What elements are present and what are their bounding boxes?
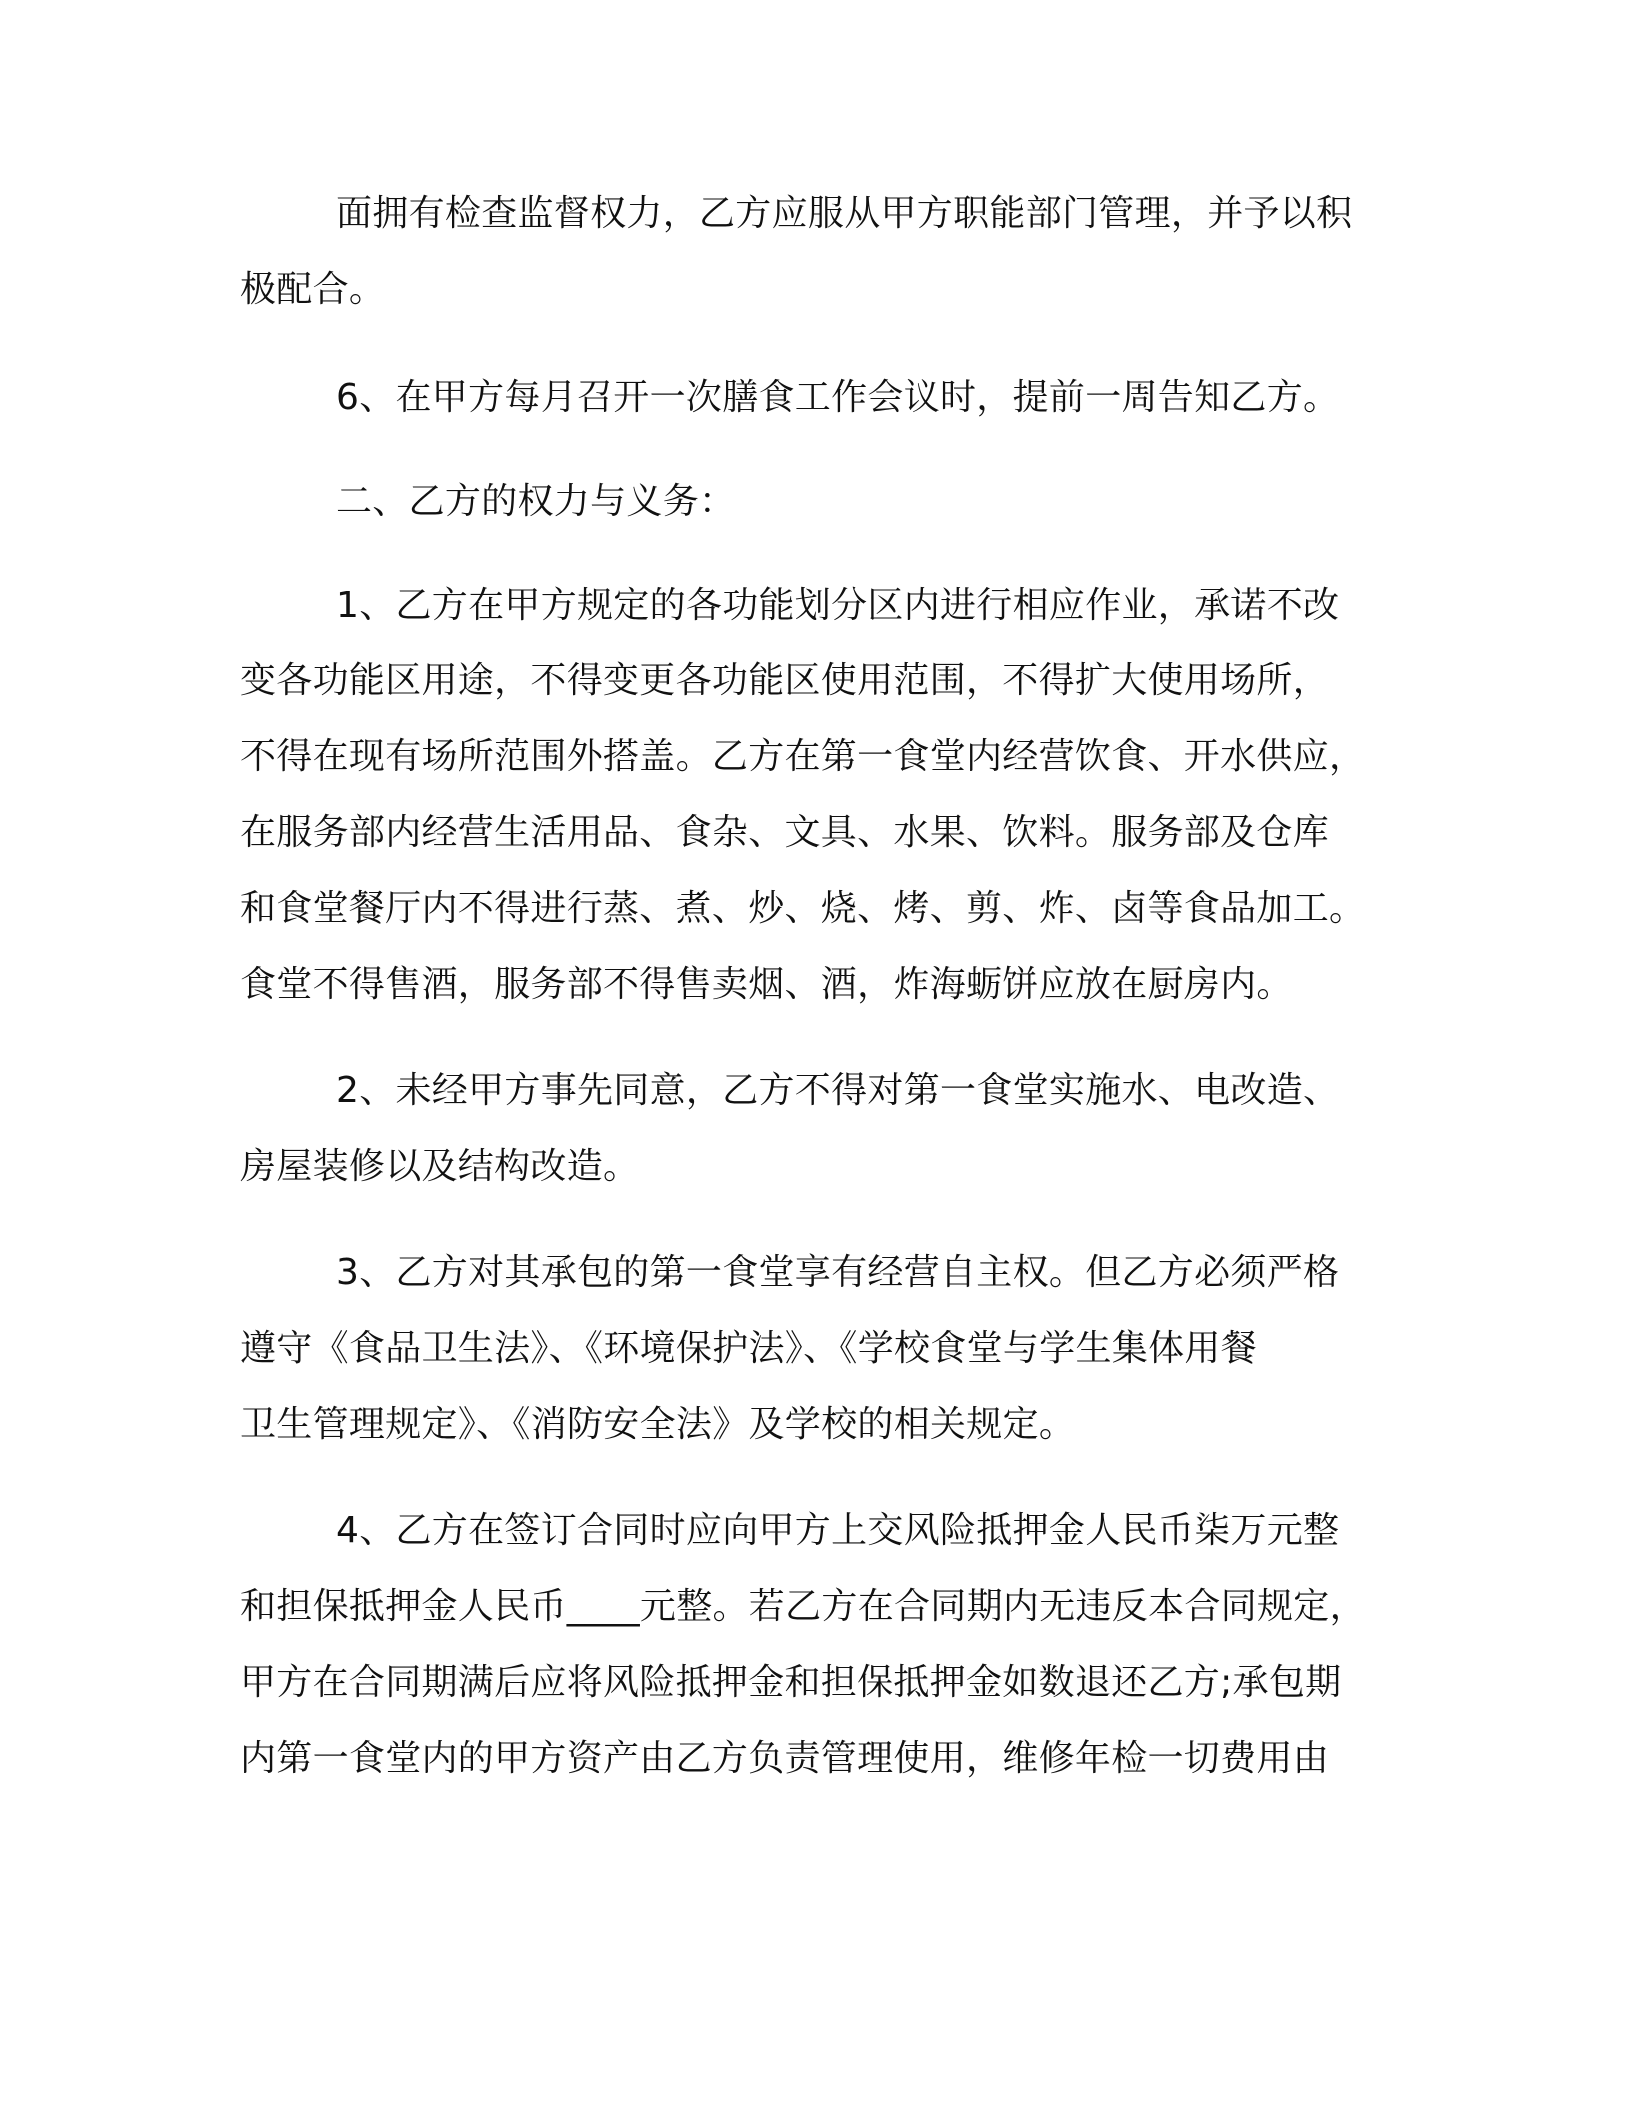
paragraph-item-2-line-2: 房屋装修以及结构改造。 [240, 1146, 640, 1187]
paragraph-item-4-line-1: 4、乙方在签订合同时应向甲方上交风险抵押金人民币柒万元整 [336, 1510, 1340, 1551]
paragraph-item-4-line-2: 和担保抵押金人民币____元整。若乙方在合同期内无违反本合同规定， [240, 1586, 1366, 1627]
paragraph-item-1-line-2: 变各功能区用途，不得变更各功能区使用范围，不得扩大使用场所， [240, 660, 1330, 701]
paragraph-item-4-line-4: 内第一食堂内的甲方资产由乙方负责管理使用，维修年检一切费用由 [240, 1738, 1330, 1779]
paragraph-item-4-line-3: 甲方在合同期满后应将风险抵押金和担保抵押金如数退还乙方;承包期 [240, 1662, 1342, 1703]
paragraph-item-1-line-4: 在服务部内经营生活用品、食杂、文具、水果、饮料。服务部及仓库 [240, 812, 1330, 853]
paragraph-item-3-line-2: 遵守《食品卫生法》、《环境保护法》、《学校食堂与学生集体用餐 [240, 1328, 1258, 1369]
paragraph-item-1-line-6: 食堂不得售酒，服务部不得售卖烟、酒，炸海蛎饼应放在厨房内。 [240, 964, 1293, 1005]
paragraph-continued-line-2: 极配合。 [240, 269, 386, 310]
paragraph-continued-line-1: 面拥有检查监督权力，乙方应服从甲方职能部门管理，并予以积 [336, 193, 1353, 234]
paragraph-item-1-line-3: 不得在现有场所范围外搭盖。乙方在第一食堂内经营饮食、开水供应， [240, 736, 1366, 777]
paragraph-item-3-line-1: 3、乙方对其承包的第一食堂享有经营自主权。但乙方必须严格 [336, 1252, 1340, 1293]
paragraph-item-1-line-1: 1、乙方在甲方规定的各功能划分区内进行相应作业，承诺不改 [336, 585, 1340, 626]
paragraph-item-1-line-5: 和食堂餐厅内不得进行蒸、煮、炒、烧、烤、剪、炸、卤等食品加工。 [240, 888, 1366, 929]
section-heading-party-b: 二、乙方的权力与义务： [336, 481, 736, 522]
paragraph-item-6-line-1: 6、在甲方每月召开一次膳食工作会议时，提前一周告知乙方。 [336, 377, 1340, 418]
paragraph-item-2-line-1: 2、未经甲方事先同意，乙方不得对第一食堂实施水、电改造、 [336, 1070, 1340, 1111]
paragraph-item-3-line-3: 卫生管理规定》、《消防安全法》及学校的相关规定。 [240, 1404, 1076, 1445]
